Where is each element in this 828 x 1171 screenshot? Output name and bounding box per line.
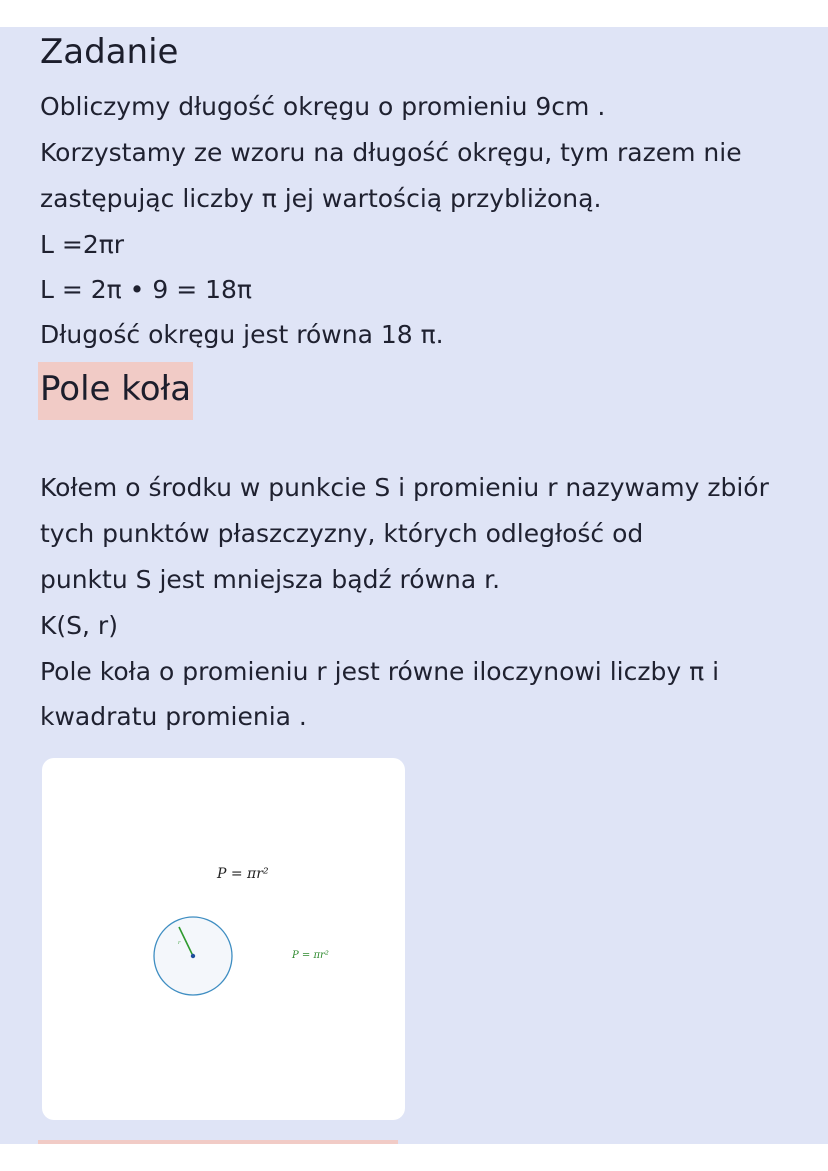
text-line: Korzystamy ze wzoru na długość okręgu, tym razem nie <box>40 138 742 167</box>
text-line: zastępując liczby π jej wartością przybliżoną. <box>40 184 602 213</box>
formula-line: K(S, r) <box>40 611 118 640</box>
circle-diagram <box>150 913 240 1003</box>
text-line: Długość okręgu jest równa 18 π. <box>40 320 444 349</box>
note-page <box>0 27 828 1144</box>
formula-line: L = 2π • 9 = 18π <box>40 275 252 304</box>
text-line: Pole koła o promieniu r jest równe iloczynowi liczby π i <box>40 657 720 686</box>
section-heading-pole-kola: Pole koła <box>38 362 193 420</box>
text-line: Obliczymy długość okręgu o promieniu 9cm . <box>40 92 606 121</box>
text-line: Kołem o środku w punkcie S i promieniu r nazywamy zbiór <box>40 473 769 502</box>
circle-area-figure <box>42 758 405 1120</box>
area-formula-green: P = πr² <box>292 950 329 961</box>
formula-line: L =2πr <box>40 230 125 259</box>
radius-label: r <box>178 940 181 946</box>
area-formula: P = πr² <box>217 866 269 882</box>
text-line: kwadratu promienia . <box>40 702 307 731</box>
text-line: tych punktów płaszczyzny, których odległość od <box>40 519 644 548</box>
next-heading-highlight <box>38 1140 398 1144</box>
text-line: punktu S jest mniejsza bądź równa r. <box>40 565 501 594</box>
center-point <box>191 954 195 958</box>
section-heading-zadanie: Zadanie <box>40 32 179 72</box>
